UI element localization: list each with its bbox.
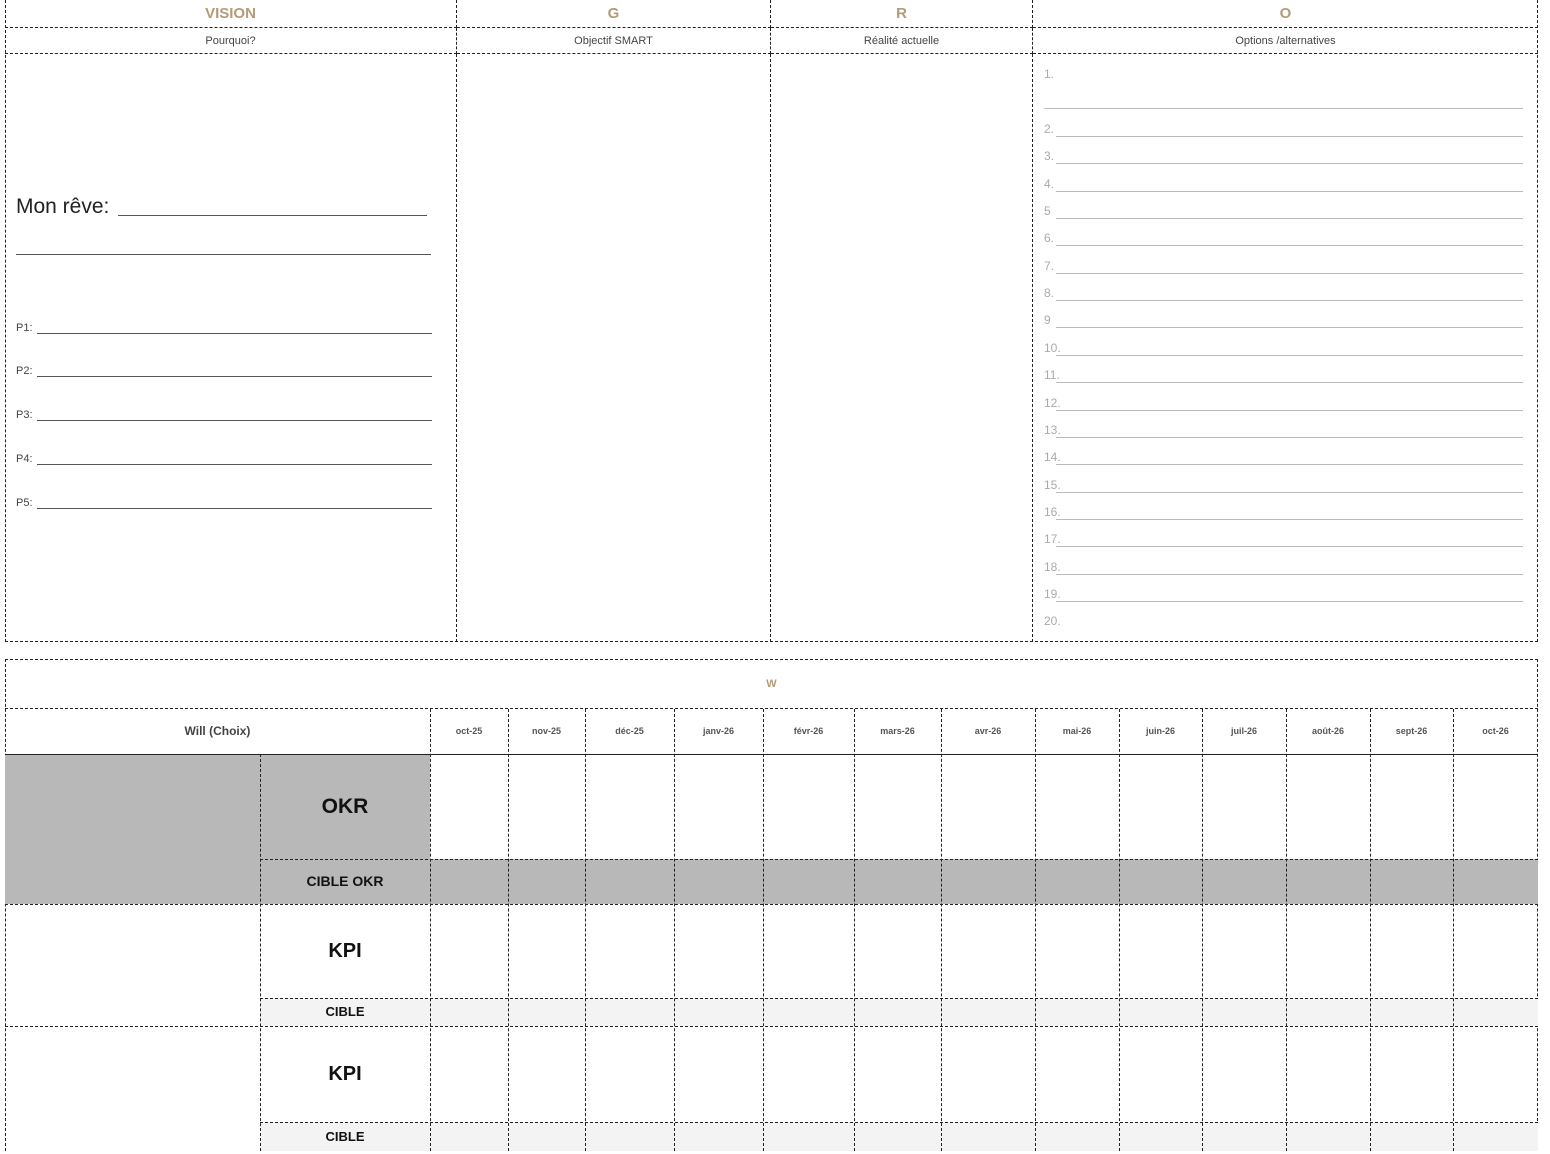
okr-label: OKR [321, 795, 369, 818]
option-line-6[interactable] [1056, 245, 1523, 246]
month-column-divider [508, 709, 509, 1151]
kpi-1-target-label: CIBLE [325, 1004, 365, 1019]
okr-target-label: CIBLE OKR [306, 873, 384, 889]
month-header-9: juin-26 [1145, 726, 1175, 736]
kpi-2-target-label: CIBLE [325, 1129, 365, 1144]
okr-target-band [430, 859, 1538, 904]
options-subheader: Options /alternatives [1033, 28, 1538, 54]
month-column-divider [674, 709, 675, 1151]
option-line-9[interactable] [1056, 327, 1523, 328]
option-number-7: 7. [1044, 258, 1055, 273]
dream-line-1[interactable] [118, 215, 427, 216]
option-line-12[interactable] [1056, 410, 1523, 411]
month-header-2: nov-25 [531, 726, 561, 736]
will-label: Will (Choix) [184, 724, 251, 738]
option-line-2[interactable] [1056, 136, 1523, 137]
option-line-11[interactable] [1056, 382, 1523, 383]
option-number-9: 9 [1044, 313, 1051, 328]
month-column-divider [763, 709, 764, 1151]
kpi-2-label: KPI [328, 1063, 362, 1085]
option-number-12: 12. [1044, 395, 1061, 410]
month-header-7: avr-26 [974, 726, 1002, 736]
option-line-17[interactable] [1056, 546, 1523, 547]
dream-line-2[interactable] [16, 254, 431, 255]
pillar-line-5[interactable] [37, 508, 432, 509]
kpi-1-target-band [260, 998, 1538, 1026]
month-column-divider [941, 709, 942, 1151]
vision-cell[interactable] [5, 54, 457, 642]
pillar-line-4[interactable] [37, 464, 432, 465]
option-line-10[interactable] [1056, 355, 1523, 356]
option-line-3[interactable] [1056, 163, 1523, 164]
option-number-5: 5 [1044, 204, 1051, 219]
goal-cell[interactable] [457, 54, 771, 642]
option-line-5[interactable] [1056, 218, 1523, 219]
month-header-8: mai-26 [1062, 726, 1092, 736]
pillar-label-1: P1: [16, 322, 33, 334]
month-column-divider [1035, 709, 1036, 1151]
kpi-2-target-band [260, 1122, 1538, 1151]
option-number-16: 16. [1044, 504, 1061, 519]
option-line-4[interactable] [1056, 191, 1523, 192]
option-line-18[interactable] [1056, 574, 1523, 575]
option-number-19: 19. [1044, 586, 1061, 601]
month-header-1: oct-25 [455, 726, 483, 736]
month-header-11: août-26 [1311, 726, 1344, 736]
options-cell[interactable] [1033, 54, 1538, 642]
option-line-7[interactable] [1056, 273, 1523, 274]
reality-cell[interactable] [771, 54, 1033, 642]
option-number-13: 13. [1044, 422, 1061, 437]
option-number-11: 11. [1044, 368, 1060, 383]
month-header-6: mars-26 [880, 726, 915, 736]
option-number-17: 17. [1044, 532, 1061, 547]
reality-subheader: Réalité actuelle [771, 28, 1033, 54]
option-number-3: 3. [1044, 149, 1055, 164]
pillar-line-3[interactable] [37, 420, 432, 421]
option-line-16[interactable] [1056, 519, 1523, 520]
kpi-1-label: KPI [328, 940, 362, 962]
option-number-2: 2. [1044, 122, 1055, 136]
option-number-20: 20. [1044, 614, 1061, 629]
option-number-18: 18. [1044, 559, 1061, 574]
month-column-divider [1202, 709, 1203, 1151]
month-header-3: déc-25 [615, 726, 644, 736]
month-column-divider [854, 709, 855, 1151]
month-header-13: oct-26 [1482, 726, 1509, 736]
option-number-10: 10. [1044, 340, 1061, 355]
month-header-12: sept-26 [1395, 726, 1428, 736]
month-header-4: janv-26 [702, 726, 735, 736]
pillar-label-5: P5: [16, 497, 33, 509]
pillar-label-3: P3: [16, 409, 33, 421]
option-number-6: 6. [1044, 231, 1055, 246]
pillar-line-1[interactable] [37, 333, 432, 334]
options-header: O [1033, 0, 1538, 28]
option-line-14[interactable] [1056, 464, 1523, 465]
option-line-19[interactable] [1056, 601, 1523, 602]
option-number-4: 4. [1044, 176, 1055, 191]
month-header-5: févr-26 [793, 726, 824, 736]
dream-label: Mon rêve: [16, 195, 110, 218]
reality-header: R [771, 0, 1033, 28]
goal-subheader: Objectif SMART [457, 28, 771, 54]
option-number-14: 14. [1044, 450, 1061, 465]
option-number-8: 8. [1044, 286, 1055, 301]
month-column-divider [1370, 709, 1371, 1151]
option-line-8[interactable] [1056, 300, 1523, 301]
month-column-divider [430, 709, 431, 1151]
month-column-divider [585, 709, 586, 1151]
goal-header: G [457, 0, 771, 28]
option-number-1: 1. [1044, 67, 1055, 81]
pillar-label-2: P2: [16, 365, 33, 377]
month-column-divider [1286, 709, 1287, 1151]
option-line-15[interactable] [1056, 492, 1523, 493]
option-line-13[interactable] [1056, 437, 1523, 438]
option-line-1[interactable] [1044, 108, 1523, 109]
pillar-line-2[interactable] [37, 376, 432, 377]
month-header-10: juil-26 [1230, 726, 1257, 736]
month-column-divider [1453, 709, 1454, 1151]
pillar-label-4: P4: [16, 453, 33, 465]
vision-header: VISION [5, 0, 457, 28]
month-column-divider [1119, 709, 1120, 1151]
vision-subheader: Pourquoi? [5, 28, 457, 54]
will-title: W [5, 659, 1538, 709]
option-number-15: 15. [1044, 477, 1061, 492]
